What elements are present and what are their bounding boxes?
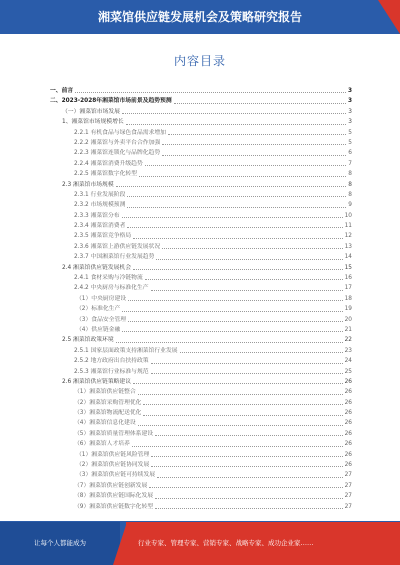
- toc-leader-dots: [145, 279, 343, 280]
- toc-entry-page: 3: [348, 119, 352, 126]
- toc-entry-title: 2.2.5 湘菜馆数字化转型: [74, 171, 137, 178]
- toc-entry[interactable]: [50, 429, 352, 439]
- toc-leader-dots: [155, 508, 343, 509]
- toc-entry[interactable]: [50, 346, 352, 356]
- toc-entry-title: 2.2.3 湘菜馆连锁化与品牌化趋势: [74, 150, 161, 157]
- toc-leader-dots: [126, 124, 347, 125]
- toc-entry-page: 18: [344, 295, 352, 302]
- toc-leader-dots: [162, 248, 342, 249]
- toc-entry-page: 14: [344, 254, 352, 261]
- toc-entry[interactable]: [50, 283, 352, 293]
- toc-entry[interactable]: [50, 481, 352, 491]
- toc-entry-page: 19: [344, 306, 352, 313]
- toc-entry[interactable]: [50, 502, 352, 512]
- toc-leader-dots: [151, 290, 343, 291]
- toc-entry[interactable]: [50, 491, 352, 501]
- toc-entry-title: 2.2.2 湘菜馆与外卖平台合作加强: [74, 139, 161, 146]
- toc-leader-dots: [145, 165, 347, 166]
- toc-entry[interactable]: [50, 117, 352, 127]
- toc-entry-title: 2.2.1 有机食品与绿色食品需求增加: [74, 129, 166, 136]
- toc-leader-dots: [155, 435, 343, 436]
- toc-leader-dots: [133, 238, 342, 239]
- toc-leader-dots: [133, 383, 343, 384]
- toc-leader-dots: [151, 456, 342, 457]
- toc-entry-title: 2.4.1 食材采购与冷链物流: [74, 275, 143, 282]
- toc-leader-dots: [128, 321, 343, 322]
- toc-entry-page: 12: [344, 233, 352, 240]
- toc-heading: 内容目录: [173, 54, 226, 68]
- toc-leader-dots: [133, 269, 343, 270]
- toc-entry-title: 2.3 湘菜馆市场规模: [62, 181, 114, 188]
- toc-leader-dots: [151, 363, 343, 364]
- toc-leader-dots: [116, 342, 343, 343]
- toc-entry-page: 25: [344, 368, 352, 375]
- toc-leader-dots: [168, 134, 346, 135]
- toc-entry[interactable]: [50, 231, 352, 241]
- toc-entry-title: 1、湘菜馆市场规模增长: [62, 119, 124, 126]
- toc-entry-title: （9）湘菜馆供应链数字化转型: [74, 503, 154, 510]
- toc-entry-title: 2.2.4 湘菜馆消费升级趋势: [74, 160, 143, 167]
- toc-entry[interactable]: [50, 252, 352, 262]
- toc-entry[interactable]: [50, 470, 352, 480]
- toc-entry-page: 22: [344, 337, 352, 344]
- toc-entry[interactable]: [50, 242, 352, 252]
- toc-entry-page: 3: [347, 87, 352, 94]
- toc-entry-page: 5: [348, 129, 352, 136]
- toc-entry[interactable]: [50, 148, 352, 158]
- toc-entry-title: 2.5.3 湘菜馆行业标准与规范: [74, 368, 149, 375]
- toc-entry[interactable]: [50, 190, 352, 200]
- toc-leader-dots: [138, 425, 343, 426]
- toc-entry-page: 26: [344, 462, 352, 469]
- toc-entry[interactable]: [50, 169, 352, 179]
- toc-entry-page: 17: [344, 285, 352, 292]
- toc-entry-page: 27: [344, 503, 352, 510]
- toc-entry-title: （3）食品安全管理: [76, 316, 127, 323]
- toc-entry-page: 26: [344, 441, 352, 448]
- toc-entry-title: （一）湘菜馆市场发展: [62, 108, 120, 115]
- toc-leader-dots: [127, 227, 342, 228]
- toc-leader-dots: [162, 155, 346, 156]
- toc-entry-title: 2.5.2 地方政府出台扶持政策: [74, 358, 149, 365]
- toc-entry[interactable]: [50, 450, 352, 460]
- toc-entry-page: 3: [348, 108, 352, 115]
- toc-entry-page: 13: [344, 243, 352, 250]
- toc-entry-title: 2.4 湘菜馆供应链发展机会: [62, 264, 132, 271]
- toc-leader-dots: [156, 259, 342, 260]
- toc-entry-page: 26: [344, 451, 352, 458]
- toc-entry-title: （7）湘菜馆供应链创新发展: [74, 482, 148, 489]
- toc-entry-title: （1）中央厨房建设: [76, 295, 127, 302]
- toc-entry-title: 2.3.3 湘菜馆分布: [74, 212, 120, 219]
- footer-slogan-left: 让每个人都能成为: [0, 522, 120, 565]
- toc-entry-page: 8: [348, 171, 352, 178]
- toc-leader-dots: [174, 103, 346, 104]
- toc-entry-title: （2）标准化生产: [76, 306, 121, 313]
- toc-entry-title: 2.4.2 中央厨房与标准化生产: [74, 285, 149, 292]
- toc-entry-page: 26: [344, 378, 352, 385]
- toc-entry[interactable]: [50, 263, 352, 273]
- toc-leader-dots: [143, 415, 342, 416]
- footer-slogan-right: 行业专家、管理专家、营销专家、战略专家、成功企业家……: [126, 522, 400, 565]
- toc-entry-title: （8）湘菜馆供应链国际化发展: [74, 493, 154, 500]
- toc-leader-dots: [139, 176, 346, 177]
- toc-leader-dots: [180, 352, 343, 353]
- toc-entry-page: 26: [344, 420, 352, 427]
- toc-entry-title: 2.6 湘菜馆供应链策略建议: [62, 378, 132, 385]
- toc-leader-dots: [138, 394, 343, 395]
- toc-entry-page: 20: [344, 316, 352, 323]
- toc-entry[interactable]: [50, 460, 352, 470]
- report-header-bar: [0, 0, 400, 34]
- toc-entry[interactable]: [50, 377, 352, 387]
- toc-entry[interactable]: [50, 315, 352, 325]
- toc-entry-title: 2.3.5 湘菜馆竞争格局: [74, 233, 132, 240]
- toc-entry-page: 7: [348, 160, 352, 167]
- toc-leader-dots: [157, 477, 343, 478]
- toc-entry-title: 二、2023-2028年湘菜馆市场前景及趋势预测: [50, 98, 172, 105]
- toc-leader-dots: [162, 144, 346, 145]
- toc-entry-title: 2.3.1 行业发展阶段: [74, 191, 126, 198]
- toc-entry[interactable]: [50, 387, 352, 397]
- table-of-contents: [50, 86, 352, 512]
- toc-entry-title: （6）湘菜馆人才培养: [74, 441, 130, 448]
- toc-entry-page: 9: [348, 202, 352, 209]
- toc-entry[interactable]: [50, 367, 352, 377]
- toc-entry-title: （1）湘菜馆供应链风险管理: [76, 451, 150, 458]
- toc-entry-title: 2.3.7 中国湘菜馆行业发展趋势: [74, 254, 155, 261]
- toc-entry-page: 27: [344, 493, 352, 500]
- toc-entry[interactable]: [50, 419, 352, 429]
- toc-leader-dots: [127, 207, 346, 208]
- toc-entry-title: （2）湘菜馆采购管理优化: [74, 399, 142, 406]
- toc-entry-title: 2.5 湘菜馆政策环境: [62, 337, 114, 344]
- toc-entry-page: 24: [344, 358, 352, 365]
- toc-entry-title: 2.3.6 湘菜馆上游供应链发展状况: [74, 243, 161, 250]
- toc-entry[interactable]: [50, 408, 352, 418]
- footer-bar: [0, 522, 400, 565]
- toc-entry[interactable]: [50, 86, 352, 96]
- toc-entry[interactable]: [50, 398, 352, 408]
- toc-entry[interactable]: [50, 107, 352, 117]
- toc-entry-page: 26: [344, 410, 352, 417]
- toc-entry-title: （5）湘菜馆质量管理体系建设: [74, 430, 154, 437]
- toc-entry[interactable]: [50, 304, 352, 314]
- toc-leader-dots: [116, 186, 347, 187]
- header-corner-accent: [378, 0, 400, 34]
- toc-leader-dots: [149, 487, 342, 488]
- toc-entry-page: 21: [344, 326, 352, 333]
- toc-entry-page: 11: [344, 223, 352, 230]
- toc-leader-dots: [132, 446, 343, 447]
- toc-entry-page: 26: [344, 389, 352, 396]
- report-title: 湘菜馆供应链发展机会及策略研究报告: [97, 10, 302, 24]
- toc-entry-page: 26: [344, 399, 352, 406]
- toc-entry[interactable]: [50, 221, 352, 231]
- toc-entry-page: 16: [344, 275, 352, 282]
- toc-leader-dots: [122, 311, 342, 312]
- toc-entry-title: （3）湘菜馆供应链可持续发展: [76, 472, 156, 479]
- toc-entry[interactable]: [50, 180, 352, 190]
- toc-entry[interactable]: [50, 138, 352, 148]
- toc-entry-title: （2）湘菜馆供应链协同发展: [76, 462, 150, 469]
- toc-leader-dots: [143, 404, 342, 405]
- toc-entry[interactable]: [50, 325, 352, 335]
- toc-entry-title: （3）湘菜馆物流配送优化: [74, 410, 142, 417]
- toc-entry[interactable]: [50, 96, 352, 106]
- toc-entry-title: 2.3.4 湘菜馆消费者: [74, 223, 126, 230]
- toc-entry-title: 2.5.1 国家层面政策支持湘菜馆行业发展: [74, 347, 178, 354]
- toc-entry[interactable]: [50, 439, 352, 449]
- toc-entry[interactable]: [50, 159, 352, 169]
- toc-entry-page: 8: [348, 191, 352, 198]
- toc-entry-page: 26: [344, 430, 352, 437]
- toc-leader-dots: [151, 373, 343, 374]
- toc-entry-title: （4）湘菜馆信息化建设: [74, 420, 136, 427]
- toc-leader-dots: [151, 466, 342, 467]
- toc-entry-page: 27: [344, 482, 352, 489]
- toc-entry-page: 27: [344, 472, 352, 479]
- toc-entry-page: 10: [344, 212, 352, 219]
- toc-entry-page: 3: [347, 98, 352, 105]
- toc-entry-page: 6: [348, 150, 352, 157]
- toc-entry-title: （1）湘菜馆供应链整合: [74, 389, 136, 396]
- toc-leader-dots: [122, 217, 343, 218]
- toc-leader-dots: [128, 300, 343, 301]
- toc-entry-title: 2.3.2 市场规模预测: [74, 202, 126, 209]
- toc-entry-page: 15: [344, 264, 352, 271]
- toc-leader-dots: [155, 498, 343, 499]
- toc-entry[interactable]: [50, 211, 352, 221]
- footer-slant-accent: [113, 522, 127, 565]
- toc-entry[interactable]: [50, 294, 352, 304]
- toc-entry-title: 一、前言: [50, 87, 74, 94]
- toc-entry-page: 23: [344, 347, 352, 354]
- toc-entry[interactable]: [50, 200, 352, 210]
- toc-entry[interactable]: [50, 273, 352, 283]
- toc-entry-page: 5: [348, 139, 352, 146]
- toc-leader-dots: [122, 113, 346, 114]
- toc-entry[interactable]: [50, 128, 352, 138]
- toc-entry-title: （4）供应链金融: [76, 326, 121, 333]
- toc-entry-page: 8: [348, 181, 352, 188]
- toc-leader-dots: [122, 331, 342, 332]
- toc-leader-dots: [75, 92, 346, 93]
- toc-leader-dots: [127, 196, 346, 197]
- toc-entry[interactable]: [50, 335, 352, 345]
- toc-entry[interactable]: [50, 356, 352, 366]
